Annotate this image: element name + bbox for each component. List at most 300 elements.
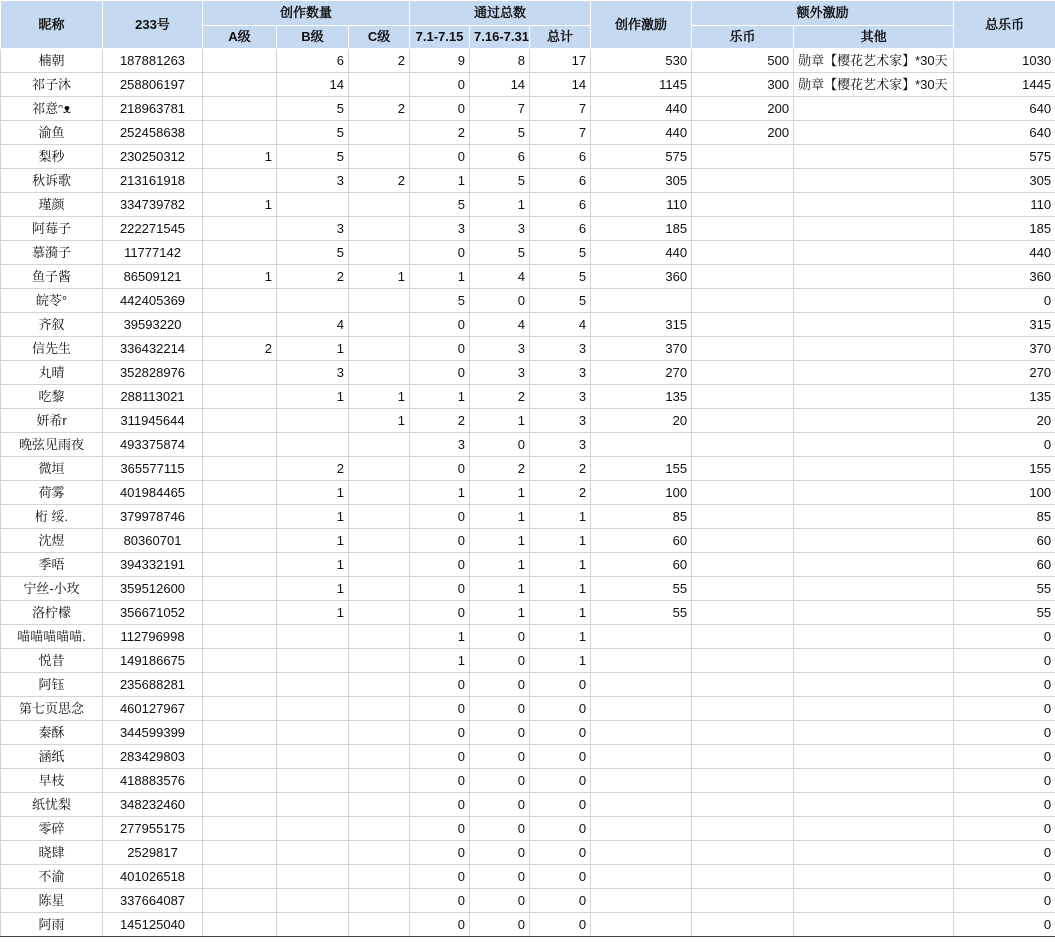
cell-sum[interactable]: 0	[530, 817, 591, 841]
cell-grade-b[interactable]	[277, 865, 349, 889]
cell-grade-c[interactable]	[349, 73, 410, 97]
cell-creation-reward[interactable]: 85	[591, 505, 692, 529]
cell-period2[interactable]: 1	[470, 529, 530, 553]
cell-creation-reward[interactable]	[591, 721, 692, 745]
cell-creation-reward[interactable]: 440	[591, 121, 692, 145]
cell-creation-reward[interactable]: 185	[591, 217, 692, 241]
cell-nickname[interactable]: 悦昔	[1, 649, 103, 673]
cell-nickname[interactable]: 晓肆	[1, 841, 103, 865]
cell-period2[interactable]: 0	[470, 817, 530, 841]
cell-uid[interactable]: 365577115	[103, 457, 203, 481]
cell-other[interactable]	[794, 817, 954, 841]
cell-period1[interactable]: 0	[410, 361, 470, 385]
cell-total-coins[interactable]: 0	[954, 769, 1055, 793]
cell-period1[interactable]: 0	[410, 745, 470, 769]
cell-other[interactable]: 勋章【樱花艺术家】*30天	[794, 49, 954, 73]
cell-sum[interactable]: 1	[530, 601, 591, 625]
cell-sum[interactable]: 0	[530, 697, 591, 721]
cell-grade-c[interactable]	[349, 337, 410, 361]
cell-total-coins[interactable]: 0	[954, 289, 1055, 313]
cell-grade-b[interactable]	[277, 409, 349, 433]
cell-creation-reward[interactable]	[591, 649, 692, 673]
cell-total-coins[interactable]: 60	[954, 529, 1055, 553]
cell-grade-c[interactable]	[349, 625, 410, 649]
cell-grade-b[interactable]: 1	[277, 505, 349, 529]
cell-uid[interactable]: 283429803	[103, 745, 203, 769]
cell-coins[interactable]	[692, 553, 794, 577]
cell-total-coins[interactable]: 640	[954, 121, 1055, 145]
cell-period2[interactable]: 7	[470, 97, 530, 121]
cell-period1[interactable]: 3	[410, 433, 470, 457]
cell-grade-b[interactable]: 6	[277, 49, 349, 73]
cell-grade-b[interactable]: 5	[277, 97, 349, 121]
cell-sum[interactable]: 1	[530, 649, 591, 673]
cell-coins[interactable]	[692, 193, 794, 217]
header-grade-c[interactable]: C级	[349, 26, 410, 49]
cell-uid[interactable]: 493375874	[103, 433, 203, 457]
cell-sum[interactable]: 1	[530, 625, 591, 649]
cell-sum[interactable]: 0	[530, 913, 591, 937]
cell-nickname[interactable]: 妍希r	[1, 409, 103, 433]
cell-grade-c[interactable]: 2	[349, 169, 410, 193]
cell-grade-c[interactable]	[349, 289, 410, 313]
cell-grade-c[interactable]	[349, 769, 410, 793]
cell-coins[interactable]	[692, 313, 794, 337]
cell-period2[interactable]: 3	[470, 217, 530, 241]
cell-sum[interactable]: 14	[530, 73, 591, 97]
cell-coins[interactable]	[692, 721, 794, 745]
cell-coins[interactable]	[692, 601, 794, 625]
header-creation-reward[interactable]: 创作激励	[591, 1, 692, 49]
cell-nickname[interactable]: 第七页思念	[1, 697, 103, 721]
cell-grade-a[interactable]	[203, 73, 277, 97]
cell-grade-a[interactable]	[203, 889, 277, 913]
cell-creation-reward[interactable]: 305	[591, 169, 692, 193]
cell-total-coins[interactable]: 55	[954, 601, 1055, 625]
cell-creation-reward[interactable]: 440	[591, 241, 692, 265]
cell-coins[interactable]	[692, 913, 794, 937]
cell-grade-a[interactable]	[203, 49, 277, 73]
cell-nickname[interactable]: 阿莓子	[1, 217, 103, 241]
cell-uid[interactable]: 11777142	[103, 241, 203, 265]
cell-grade-c[interactable]: 1	[349, 265, 410, 289]
cell-grade-a[interactable]	[203, 769, 277, 793]
cell-period2[interactable]: 0	[470, 841, 530, 865]
cell-sum[interactable]: 1	[530, 553, 591, 577]
cell-grade-a[interactable]	[203, 121, 277, 145]
cell-period2[interactable]: 3	[470, 361, 530, 385]
cell-sum[interactable]: 0	[530, 673, 591, 697]
cell-uid[interactable]: 379978746	[103, 505, 203, 529]
cell-grade-a[interactable]: 1	[203, 265, 277, 289]
cell-period1[interactable]: 0	[410, 769, 470, 793]
cell-grade-b[interactable]	[277, 193, 349, 217]
cell-creation-reward[interactable]	[591, 865, 692, 889]
cell-uid[interactable]: 288113021	[103, 385, 203, 409]
cell-grade-a[interactable]	[203, 457, 277, 481]
cell-period1[interactable]: 0	[410, 505, 470, 529]
cell-sum[interactable]: 1	[530, 529, 591, 553]
cell-grade-c[interactable]	[349, 577, 410, 601]
cell-creation-reward[interactable]	[591, 889, 692, 913]
cell-other[interactable]: 勋章【樱花艺术家】*30天	[794, 73, 954, 97]
cell-period1[interactable]: 1	[410, 481, 470, 505]
cell-uid[interactable]: 145125040	[103, 913, 203, 937]
cell-coins[interactable]	[692, 481, 794, 505]
cell-period2[interactable]: 1	[470, 601, 530, 625]
cell-creation-reward[interactable]	[591, 793, 692, 817]
cell-other[interactable]	[794, 745, 954, 769]
cell-nickname[interactable]: 祁意ᵔᴥ	[1, 97, 103, 121]
cell-grade-a[interactable]	[203, 361, 277, 385]
cell-creation-reward[interactable]: 55	[591, 601, 692, 625]
cell-uid[interactable]: 39593220	[103, 313, 203, 337]
cell-grade-b[interactable]: 5	[277, 145, 349, 169]
cell-total-coins[interactable]: 0	[954, 817, 1055, 841]
cell-grade-a[interactable]	[203, 577, 277, 601]
cell-uid[interactable]: 394332191	[103, 553, 203, 577]
header-extra-reward[interactable]: 额外激励	[692, 1, 954, 26]
cell-nickname[interactable]: 楠朝	[1, 49, 103, 73]
cell-grade-b[interactable]: 1	[277, 553, 349, 577]
cell-other[interactable]	[794, 289, 954, 313]
cell-total-coins[interactable]: 360	[954, 265, 1055, 289]
cell-coins[interactable]: 200	[692, 121, 794, 145]
cell-uid[interactable]: 442405369	[103, 289, 203, 313]
cell-creation-reward[interactable]: 530	[591, 49, 692, 73]
cell-creation-reward[interactable]	[591, 625, 692, 649]
cell-grade-a[interactable]	[203, 313, 277, 337]
cell-other[interactable]	[794, 193, 954, 217]
cell-coins[interactable]	[692, 817, 794, 841]
cell-uid[interactable]: 218963781	[103, 97, 203, 121]
cell-sum[interactable]: 3	[530, 385, 591, 409]
cell-grade-b[interactable]: 1	[277, 529, 349, 553]
cell-other[interactable]	[794, 865, 954, 889]
cell-creation-reward[interactable]	[591, 769, 692, 793]
cell-period2[interactable]: 1	[470, 553, 530, 577]
cell-nickname[interactable]: 陈星	[1, 889, 103, 913]
cell-uid[interactable]: 334739782	[103, 193, 203, 217]
cell-grade-c[interactable]	[349, 601, 410, 625]
cell-coins[interactable]	[692, 529, 794, 553]
cell-grade-c[interactable]	[349, 481, 410, 505]
cell-period2[interactable]: 0	[470, 793, 530, 817]
cell-grade-c[interactable]	[349, 817, 410, 841]
cell-nickname[interactable]: 秦酥	[1, 721, 103, 745]
cell-total-coins[interactable]: 1030	[954, 49, 1055, 73]
header-nickname[interactable]: 昵称	[1, 1, 103, 49]
cell-nickname[interactable]: 齐叙	[1, 313, 103, 337]
cell-uid[interactable]: 252458638	[103, 121, 203, 145]
cell-sum[interactable]: 2	[530, 481, 591, 505]
cell-nickname[interactable]: 信先生	[1, 337, 103, 361]
cell-total-coins[interactable]: 0	[954, 625, 1055, 649]
cell-period1[interactable]: 0	[410, 577, 470, 601]
cell-sum[interactable]: 1	[530, 505, 591, 529]
cell-other[interactable]	[794, 793, 954, 817]
cell-sum[interactable]: 5	[530, 265, 591, 289]
cell-nickname[interactable]: 宁丝-小玫	[1, 577, 103, 601]
cell-sum[interactable]: 6	[530, 217, 591, 241]
cell-period1[interactable]: 1	[410, 625, 470, 649]
cell-grade-b[interactable]	[277, 889, 349, 913]
cell-other[interactable]	[794, 505, 954, 529]
cell-other[interactable]	[794, 889, 954, 913]
cell-other[interactable]	[794, 481, 954, 505]
cell-period2[interactable]: 4	[470, 265, 530, 289]
cell-grade-a[interactable]: 1	[203, 145, 277, 169]
cell-grade-a[interactable]	[203, 865, 277, 889]
cell-sum[interactable]: 3	[530, 433, 591, 457]
cell-period2[interactable]: 0	[470, 625, 530, 649]
header-creation-count[interactable]: 创作数量	[203, 1, 410, 26]
cell-creation-reward[interactable]: 155	[591, 457, 692, 481]
cell-grade-a[interactable]	[203, 217, 277, 241]
cell-nickname[interactable]: 吃黎	[1, 385, 103, 409]
cell-grade-a[interactable]	[203, 505, 277, 529]
cell-grade-b[interactable]	[277, 433, 349, 457]
cell-period1[interactable]: 0	[410, 913, 470, 937]
cell-grade-c[interactable]	[349, 649, 410, 673]
cell-period2[interactable]: 0	[470, 289, 530, 313]
cell-sum[interactable]: 4	[530, 313, 591, 337]
cell-grade-a[interactable]	[203, 601, 277, 625]
cell-coins[interactable]	[692, 673, 794, 697]
cell-coins[interactable]	[692, 265, 794, 289]
cell-creation-reward[interactable]	[591, 913, 692, 937]
cell-other[interactable]	[794, 337, 954, 361]
cell-total-coins[interactable]: 155	[954, 457, 1055, 481]
cell-grade-b[interactable]: 5	[277, 121, 349, 145]
cell-uid[interactable]: 352828976	[103, 361, 203, 385]
cell-period1[interactable]: 9	[410, 49, 470, 73]
cell-grade-c[interactable]	[349, 721, 410, 745]
cell-sum[interactable]: 6	[530, 193, 591, 217]
cell-grade-c[interactable]	[349, 793, 410, 817]
cell-coins[interactable]	[692, 241, 794, 265]
cell-period2[interactable]: 0	[470, 673, 530, 697]
cell-period2[interactable]: 1	[470, 409, 530, 433]
cell-nickname[interactable]: 早枝	[1, 769, 103, 793]
cell-grade-b[interactable]	[277, 289, 349, 313]
cell-uid[interactable]: 337664087	[103, 889, 203, 913]
cell-sum[interactable]: 1	[530, 577, 591, 601]
cell-grade-a[interactable]	[203, 409, 277, 433]
cell-grade-a[interactable]	[203, 841, 277, 865]
header-grade-a[interactable]: A级	[203, 26, 277, 49]
cell-uid[interactable]: 401026518	[103, 865, 203, 889]
cell-period2[interactable]: 2	[470, 385, 530, 409]
cell-period1[interactable]: 0	[410, 865, 470, 889]
cell-creation-reward[interactable]: 440	[591, 97, 692, 121]
cell-period1[interactable]: 1	[410, 649, 470, 673]
cell-uid[interactable]: 277955175	[103, 817, 203, 841]
cell-creation-reward[interactable]: 100	[591, 481, 692, 505]
cell-grade-b[interactable]: 2	[277, 265, 349, 289]
cell-grade-c[interactable]	[349, 529, 410, 553]
cell-total-coins[interactable]: 0	[954, 673, 1055, 697]
cell-creation-reward[interactable]: 1145	[591, 73, 692, 97]
cell-grade-c[interactable]: 2	[349, 49, 410, 73]
cell-creation-reward[interactable]	[591, 817, 692, 841]
cell-other[interactable]	[794, 721, 954, 745]
cell-grade-c[interactable]: 2	[349, 97, 410, 121]
cell-period2[interactable]: 5	[470, 241, 530, 265]
cell-grade-b[interactable]: 1	[277, 577, 349, 601]
cell-sum[interactable]: 5	[530, 241, 591, 265]
cell-grade-a[interactable]	[203, 289, 277, 313]
cell-uid[interactable]: 222271545	[103, 217, 203, 241]
cell-grade-c[interactable]	[349, 553, 410, 577]
cell-grade-c[interactable]	[349, 433, 410, 457]
cell-coins[interactable]	[692, 865, 794, 889]
cell-other[interactable]	[794, 529, 954, 553]
cell-coins[interactable]	[692, 505, 794, 529]
cell-grade-c[interactable]	[349, 505, 410, 529]
cell-sum[interactable]: 2	[530, 457, 591, 481]
cell-uid[interactable]: 213161918	[103, 169, 203, 193]
cell-period2[interactable]: 0	[470, 889, 530, 913]
cell-grade-a[interactable]	[203, 745, 277, 769]
cell-grade-c[interactable]: 1	[349, 409, 410, 433]
cell-creation-reward[interactable]	[591, 841, 692, 865]
cell-coins[interactable]	[692, 145, 794, 169]
cell-nickname[interactable]: 皖苓°	[1, 289, 103, 313]
cell-period2[interactable]: 3	[470, 337, 530, 361]
cell-period2[interactable]: 8	[470, 49, 530, 73]
cell-period1[interactable]: 1	[410, 169, 470, 193]
cell-period1[interactable]: 0	[410, 793, 470, 817]
cell-grade-c[interactable]	[349, 697, 410, 721]
cell-grade-a[interactable]	[203, 793, 277, 817]
cell-grade-c[interactable]	[349, 313, 410, 337]
cell-sum[interactable]: 3	[530, 409, 591, 433]
cell-other[interactable]	[794, 121, 954, 145]
cell-period1[interactable]: 0	[410, 553, 470, 577]
cell-uid[interactable]: 418883576	[103, 769, 203, 793]
cell-period1[interactable]: 0	[410, 721, 470, 745]
cell-grade-b[interactable]: 5	[277, 241, 349, 265]
cell-uid[interactable]: 258806197	[103, 73, 203, 97]
cell-creation-reward[interactable]: 575	[591, 145, 692, 169]
cell-nickname[interactable]: 祁子沐	[1, 73, 103, 97]
cell-creation-reward[interactable]: 60	[591, 529, 692, 553]
cell-uid[interactable]: 336432214	[103, 337, 203, 361]
cell-grade-c[interactable]	[349, 361, 410, 385]
cell-other[interactable]	[794, 625, 954, 649]
cell-other[interactable]	[794, 361, 954, 385]
cell-grade-c[interactable]: 1	[349, 385, 410, 409]
cell-total-coins[interactable]: 135	[954, 385, 1055, 409]
cell-grade-b[interactable]: 2	[277, 457, 349, 481]
cell-grade-b[interactable]	[277, 841, 349, 865]
cell-uid[interactable]: 86509121	[103, 265, 203, 289]
cell-nickname[interactable]: 洛柠檬	[1, 601, 103, 625]
cell-uid[interactable]: 80360701	[103, 529, 203, 553]
cell-other[interactable]	[794, 433, 954, 457]
cell-period1[interactable]: 0	[410, 529, 470, 553]
cell-grade-a[interactable]	[203, 673, 277, 697]
cell-uid[interactable]: 230250312	[103, 145, 203, 169]
cell-other[interactable]	[794, 697, 954, 721]
cell-period1[interactable]: 0	[410, 601, 470, 625]
cell-grade-a[interactable]	[203, 169, 277, 193]
cell-period2[interactable]: 0	[470, 865, 530, 889]
cell-total-coins[interactable]: 0	[954, 865, 1055, 889]
cell-period2[interactable]: 1	[470, 505, 530, 529]
cell-grade-c[interactable]	[349, 193, 410, 217]
cell-period1[interactable]: 0	[410, 73, 470, 97]
cell-total-coins[interactable]: 85	[954, 505, 1055, 529]
cell-nickname[interactable]: 阿钰	[1, 673, 103, 697]
cell-nickname[interactable]: 喵喵喵喵喵.	[1, 625, 103, 649]
cell-other[interactable]	[794, 313, 954, 337]
cell-grade-b[interactable]: 4	[277, 313, 349, 337]
cell-period1[interactable]: 0	[410, 841, 470, 865]
cell-coins[interactable]: 200	[692, 97, 794, 121]
cell-nickname[interactable]: 晚弦见雨夜	[1, 433, 103, 457]
cell-other[interactable]	[794, 673, 954, 697]
cell-creation-reward[interactable]: 360	[591, 265, 692, 289]
cell-total-coins[interactable]: 0	[954, 649, 1055, 673]
header-coins[interactable]: 乐币	[692, 26, 794, 49]
cell-uid[interactable]: 359512600	[103, 577, 203, 601]
cell-grade-c[interactable]	[349, 241, 410, 265]
cell-grade-c[interactable]	[349, 457, 410, 481]
cell-other[interactable]	[794, 553, 954, 577]
cell-period1[interactable]: 0	[410, 337, 470, 361]
cell-total-coins[interactable]: 0	[954, 793, 1055, 817]
cell-grade-b[interactable]	[277, 793, 349, 817]
cell-other[interactable]	[794, 385, 954, 409]
header-other[interactable]: 其他	[794, 26, 954, 49]
cell-coins[interactable]	[692, 337, 794, 361]
cell-coins[interactable]	[692, 769, 794, 793]
cell-sum[interactable]: 3	[530, 361, 591, 385]
cell-sum[interactable]: 5	[530, 289, 591, 313]
cell-sum[interactable]: 3	[530, 337, 591, 361]
cell-grade-b[interactable]	[277, 697, 349, 721]
cell-period2[interactable]: 4	[470, 313, 530, 337]
cell-creation-reward[interactable]: 270	[591, 361, 692, 385]
cell-total-coins[interactable]: 440	[954, 241, 1055, 265]
cell-uid[interactable]: 235688281	[103, 673, 203, 697]
cell-grade-b[interactable]: 1	[277, 601, 349, 625]
cell-total-coins[interactable]: 0	[954, 721, 1055, 745]
cell-uid[interactable]: 344599399	[103, 721, 203, 745]
cell-other[interactable]	[794, 145, 954, 169]
cell-creation-reward[interactable]: 370	[591, 337, 692, 361]
cell-grade-b[interactable]	[277, 649, 349, 673]
cell-nickname[interactable]: 慕漪子	[1, 241, 103, 265]
cell-period1[interactable]: 0	[410, 457, 470, 481]
cell-period1[interactable]: 5	[410, 193, 470, 217]
cell-total-coins[interactable]: 0	[954, 841, 1055, 865]
cell-nickname[interactable]: 涵纸	[1, 745, 103, 769]
cell-total-coins[interactable]: 315	[954, 313, 1055, 337]
cell-creation-reward[interactable]	[591, 697, 692, 721]
cell-nickname[interactable]: 不渝	[1, 865, 103, 889]
cell-period1[interactable]: 1	[410, 265, 470, 289]
cell-sum[interactable]: 6	[530, 145, 591, 169]
cell-grade-b[interactable]	[277, 769, 349, 793]
cell-grade-a[interactable]: 2	[203, 337, 277, 361]
cell-grade-a[interactable]	[203, 241, 277, 265]
cell-nickname[interactable]: 沈煜	[1, 529, 103, 553]
cell-period2[interactable]: 5	[470, 121, 530, 145]
cell-sum[interactable]: 0	[530, 793, 591, 817]
